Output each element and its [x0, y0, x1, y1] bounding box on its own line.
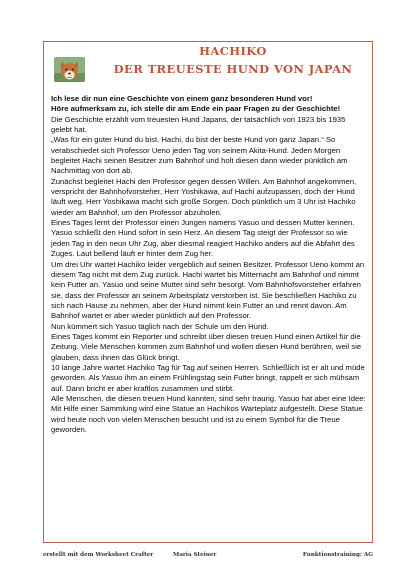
story-paragraph: Eines Tages lernt der Professor einen Jungen namens Yasuo und dessen Mutter kennen. Yasuo schließt den Hund sofort in sein Herz. An diesem Tag steigt der Professor so wie jeden Tag in den neun Uhr Zug, aber diesmal reagiert Hachiko anders auf die Abfahrt des Zuges. Laut bellend läuft er hinter dem Zug her. — [51, 218, 355, 259]
story-paragraph: „Was für ein guter Hund du bist. Hachi, du bist der beste Hund von ganz Japan.“ So verabschiedet sich Professor Ueno jeden Tag von seinem Akita-Hund. Jeden Morgen begleitet Hachi seinen Besitzer zum Bahnhof und holt diesen dann wieder pünktlich am Nachmittag von dort ab. — [51, 135, 348, 176]
story-paragraph: Eines Tages kommt ein Reporter und schreibt über diesen treuen Hund einen Artikel für die Zeitung. Viele Menschen kommen zum Bahnhof und wollen diesen Hund berühren, weil sie glauben, dass ihnen das Glück bringt. — [51, 331, 362, 362]
story-paragraph: 10 lange Jahre wartet Hachiko Tag für Tag auf seinen Herren. Schließlich ist er alt und müde geworden. Als Yasuo ihm an einem Frühlingstag sein Futter bringt, rappelt er sich mühsam auf. Dann bricht er aber kraftlos zusammen und stirbt. — [51, 362, 365, 393]
story-paragraph: Alle Menschen, die diesen treuen Hund kannten, sind sehr traurig. Yasuo hat aber eine Idee: Mit Hilfe einer Sammlung wird eine Statue an Hachikos Warteplatz aufgestellt. Diese Statue wird heute noch von vielen Menschen besucht und ist zu einem Symbol für die Treue geworden. — [51, 393, 366, 434]
story-paragraph: Zunächst begleitet Hachi den Professor gegen dessen Willen. Am Bahnhof angekommen, verspricht der Bahnhofvorsteher, Herr Yoshikawa, auf Hachi aufzupassen, doch der Hund läuft weg. Herr Yoshikawa macht sich große Sorgen. Doch pünktlich um 3 Uhr ist Hachiko wieder am Bahnhof, um den Professor abzuholen. — [51, 176, 357, 217]
footer-credit: erstellt mit dem Worksheet Crafter — [43, 552, 154, 558]
title-name: HACHIKO — [199, 44, 267, 58]
story-paragraph: Die Geschichte erzählt vom treuesten Hund Japans, der tatsächlich von 1923 bis 1935 gelebt hat. — [51, 114, 346, 135]
intro-line: Ich lese dir nun eine Geschichte von einem ganz besonderen Hund vor! — [51, 94, 313, 103]
story-body — [44, 94, 372, 435]
footer-author: Maria Steiner — [173, 552, 217, 558]
intro-line: Höre aufmerksam zu, ich stelle dir am Ende ein paar Fragen zu der Geschichte! — [51, 104, 341, 114]
dog-photo-icon — [54, 57, 85, 82]
worksheet-frame — [43, 41, 373, 543]
title-subtitle: DER TREUESTE HUND VON JAPAN — [113, 62, 353, 76]
story-paragraph: Um drei Uhr wartet Hachiko leider vergeblich auf seinen Besitzer. Professor Ueno kommt an diesem Tag nicht mit dem Zug zurück. Hachi wartet bis Mitternacht am Bahnhof und nimmt kein Futter an. Yasuo und seine Mutter sind sehr besorgt. Vom Bahnhofsvorsteher erfahren sie, dass der Professor an seinem Arbeitsplatz verstorben ist. Sie beschließen Hachiko zu sich nach Hause zu nehmen, aber der Hund nimmt kein Futter an und rennt davon. Am Bahnhof wartet er aber wieder pünktlich auf den Professor. — [51, 259, 365, 321]
story-paragraph: Nun kümmert sich Yasuo täglich nach der Schule um den Hund. — [51, 321, 269, 331]
worksheet-header — [44, 42, 372, 94]
footer-subject: Funktionstraining: AG — [302, 552, 373, 558]
